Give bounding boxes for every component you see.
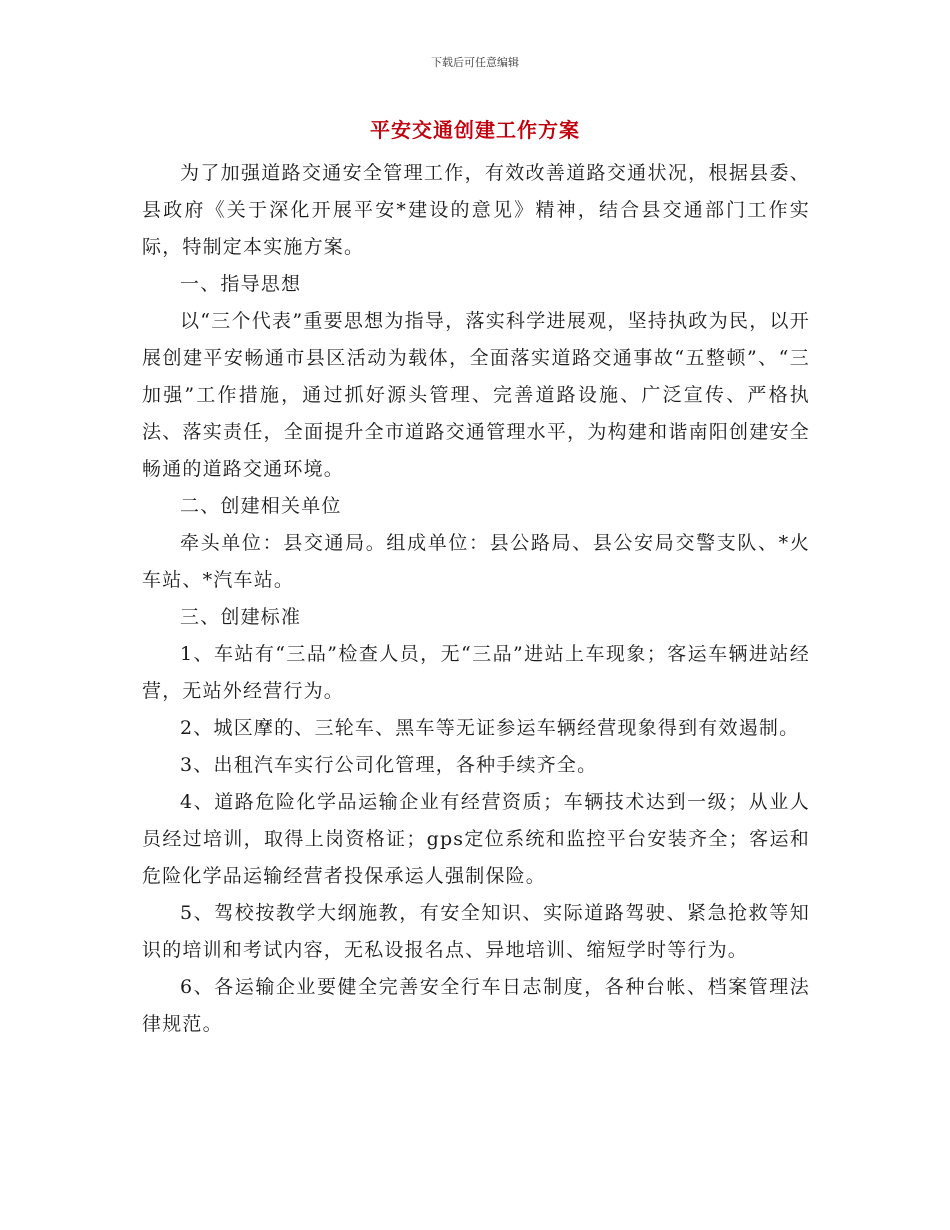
header-note: 下载后可任意编辑 bbox=[431, 56, 519, 69]
document-body bbox=[142, 155, 810, 1043]
standard-item-2: 2、城区摩的、三轮车、黑车等无证参运车辆经营现象得到有效遏制。 bbox=[180, 717, 800, 739]
section-heading-3: 三、创建标准 bbox=[180, 606, 302, 628]
section-heading-2: 二、创建相关单位 bbox=[180, 495, 342, 517]
paragraph-units: 牵头单位：县交通局。组成单位：县公路局、县公安局交警支队、*火车站、*汽车站。 bbox=[142, 532, 810, 591]
paragraph-intro: 为了加强道路交通安全管理工作，有效改善道路交通状况，根据县委、县政府《关于深化开展平安*建设的意见》精神，结合县交通部门工作实际，特制定本实施方案。 bbox=[142, 162, 810, 258]
standard-item-6: 6、各运输企业要健全完善安全行车日志制度，各种台帐、档案管理法律规范。 bbox=[142, 976, 810, 1035]
section-heading-1: 一、指导思想 bbox=[180, 273, 302, 295]
standard-item-5: 5、驾校按教学大纲施教，有安全知识、实际道路驾驶、紧急抢救等知识的培训和考试内容，无私设报名点、异地培训、缩短学时等行为。 bbox=[142, 902, 810, 961]
document-title: 平安交通创建工作方案 bbox=[370, 118, 580, 142]
paragraph-guiding-ideology: 以“三个代表”重要思想为指导，落实科学进展观，坚持执政为民，以开展创建平安畅通市县区活动为载体，全面落实道路交通事故“五整顿”、“三加强”工作措施，通过抓好源头管理、完善道路设施、广泛宣传、严格执法、落实责任，全面提升全市道路交通管理水平，为构建和谐南阳创建安全畅通的道路交通环境。 bbox=[142, 310, 810, 480]
standard-item-1: 1、车站有“三品”检查人员，无“三品”进站上车现象；客运车辆进站经营，无站外经营行为。 bbox=[142, 643, 810, 702]
standard-item-3: 3、出租汽车实行公司化管理，各种手续齐全。 bbox=[180, 754, 598, 776]
standard-item-4: 4、道路危险化学品运输企业有经营资质；车辆技术达到一级；从业人员经过培训，取得上岗资格证；gps定位系统和监控平台安装齐全；客运和危险化学品运输经营者投保承运人强制保险。 bbox=[142, 791, 810, 887]
